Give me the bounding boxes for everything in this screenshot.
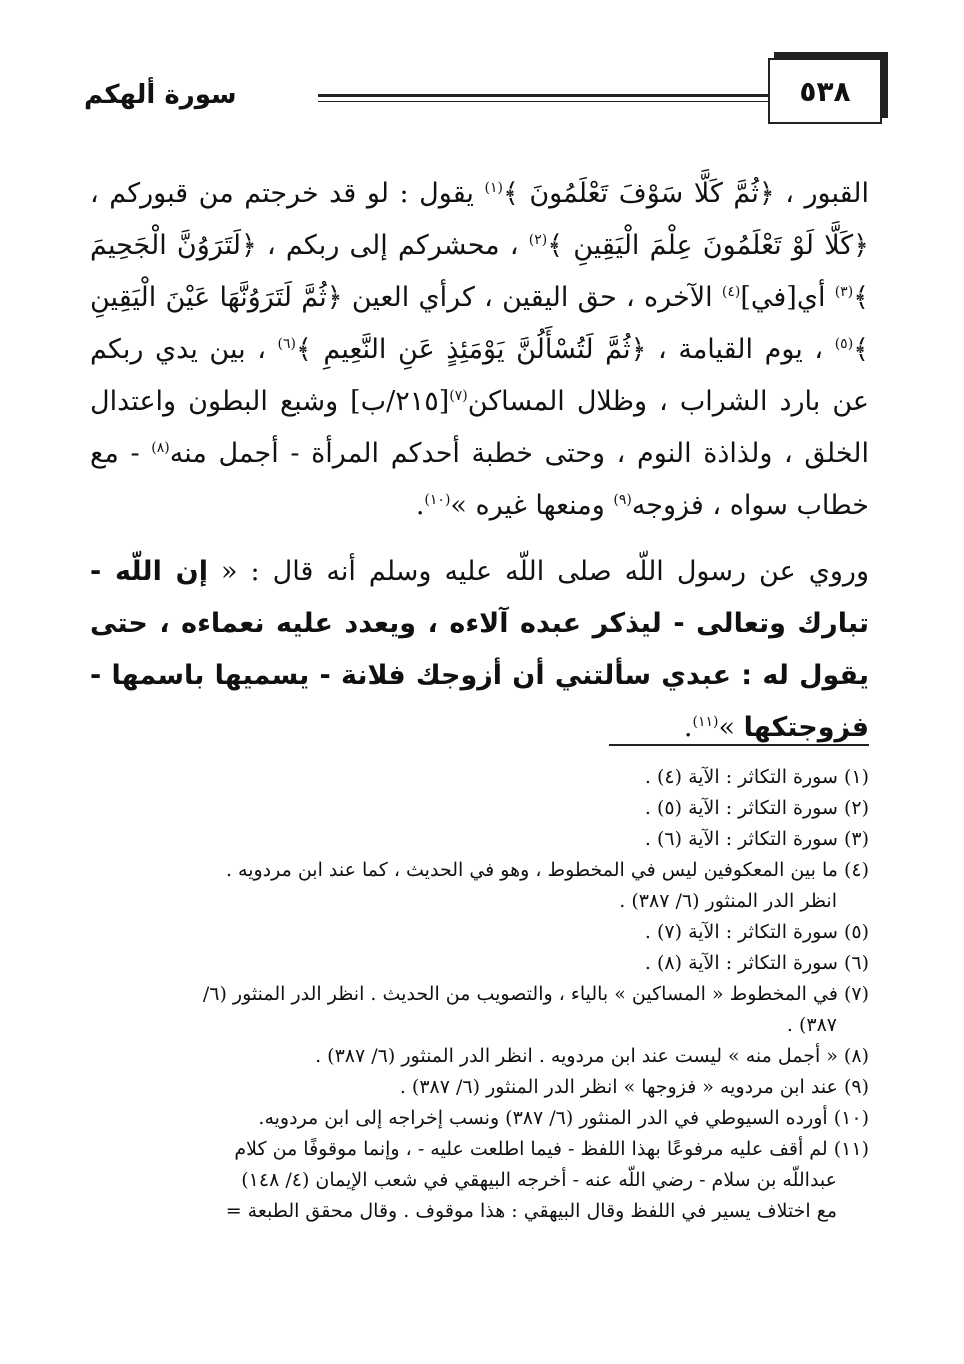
text-run: ، بين يدي ربكم عن بارد الشراب ، وظلال المساكن (90, 334, 869, 417)
footnote: (٤) ما بين المعكوفين ليس في المخطوط ، وهو في الحديث ، كما عند ابن مردويه . (225, 859, 869, 881)
footnote-ref: (١٠) (424, 492, 451, 508)
footnote-continuation: ٣٨٧) . (786, 1014, 837, 1036)
footnote-continuation: مع اختلاف يسير في اللفظ وقال البيهقي : هذا موقوف . وقال محقق الطبعة = (225, 1200, 837, 1222)
footnote-ref: (١١) (692, 714, 719, 730)
hadith-paragraph (90, 546, 869, 754)
text-run: القبور ، (774, 178, 870, 209)
text-run: ومنعها غيره » (450, 490, 614, 521)
tafsir-paragraph (90, 168, 869, 532)
footnote: (٢) سورة التكاثر : الآية (٥) . (644, 797, 869, 819)
footnote: (٥) سورة التكاثر : الآية (٧) . (644, 921, 869, 943)
footnote: (٣) سورة التكاثر : الآية (٦) . (644, 828, 869, 850)
footnote: (١٠) أورده السيوطي في الدر المنثور (٦/ ٣٨٧) ونسب إخراجه إلى ابن مردويه. (258, 1107, 869, 1129)
footnote-ref: (٦) (277, 336, 296, 352)
text-run: الآخره ، حق اليقين ، كرأي العين (342, 282, 722, 313)
footnote-ref: (١) (484, 180, 503, 196)
footnote: (٧) في المخطوط « المساكين » بالياء ، والتصويب من الحديث . انظر الدر المنثور (٦/ (202, 983, 869, 1005)
text-run: يقول : لو قد خرجتم من قبوركم ، (90, 178, 485, 209)
page-number: ٥٣٨ (768, 58, 882, 124)
footnote: (١) سورة التكاثر : الآية (٤) . (644, 766, 869, 788)
footnote-ref: (٢) (528, 232, 548, 248)
page-header (80, 58, 884, 128)
footnote-ref: (٣) (834, 284, 854, 300)
quran-verse: ﴿ثُمَّ كَلَّا سَوْفَ تَعْلَمُونَ ﴾ (502, 178, 775, 209)
header-rule (318, 94, 774, 102)
footnote: (١١) لم أقف عليه مرفوعًا بهذا اللفظ - فيما اطلعت عليه - ، وإنما موقوفًا من كلام (234, 1138, 869, 1160)
footnote-ref: (٤) (721, 284, 741, 300)
footnote-ref: (٧) (449, 388, 468, 404)
text-run: - مع خطاب سواه ، فزوجه (90, 438, 869, 521)
footnote-continuation: عبداللّه بن سلام - رضي اللّه عنه - أخرجه البيهقي في شعب الإيمان (٤/ ١٤٨) (241, 1169, 837, 1191)
footnote: (٦) سورة التكاثر : الآية (٨) . (644, 952, 869, 974)
text-run: ، محشركم إلى ربكم ، (256, 230, 529, 261)
surah-title: سورة ألهكم (84, 80, 237, 110)
text-run: » (718, 712, 744, 743)
text-run: . (415, 490, 425, 521)
quran-verse: ﴿لَتَرَوُنَّ الْجَحِيمَ ﴾ (90, 230, 869, 313)
quran-verse: ﴿ثُمَّ لَتَرَوُنَّهَا عَيْنَ الْيَقِينِ ﴾ (90, 282, 869, 365)
text-run: [٢١٥/ب] وشبع البطون واعتدال الخلق ، ولذاذة النوم ، وحتى خطبة أحدكم المرأة - أجمل منه (90, 386, 869, 469)
text-run: أي[في] (740, 282, 835, 313)
footnote: (٩) عند ابن مردويه « فزوجها » انظر الدر المنثور (٦/ ٣٨٧) . (399, 1076, 869, 1098)
text-run: وروي عن رسول اللّه صلى اللّه عليه وسلم أنه قال : « (207, 556, 869, 587)
footnote-ref: (٨) (151, 440, 170, 456)
main-text (90, 168, 869, 754)
text-run: ، يوم القيامة ، (646, 334, 835, 365)
footnotes (96, 762, 869, 1227)
footnote-ref: (٩) (613, 492, 632, 508)
footnote-ref: (٥) (834, 336, 854, 352)
hadith-text: إن اللّه - تبارك وتعالى - ليذكر عبده آلاءه ، ويعدد عليه نعماءه ، حتى يقول له : عبدي سألتني أن أزوجك فلانة - يسميها باسمها - فزوجتكها (90, 556, 869, 743)
quran-verse: ﴿كَلَّا لَوْ تَعْلَمُونَ عِلْمَ الْيَقِينِ ﴾ (547, 230, 869, 261)
footnote: (٨) « أجمل منه » ليست عند ابن مردويه . انظر الدر المنثور (٦/ ٣٨٧) . (315, 1045, 869, 1067)
quran-verse: ﴿ثُمَّ لَتُسْأَلُنَّ يَوْمَئِذٍ عَنِ النَّعِيمِ ﴾ (296, 334, 647, 365)
footnote-continuation: انظر الدر المنثور (٦/ ٣٨٧) . (619, 890, 837, 912)
text-run: . (683, 712, 693, 743)
footnote-divider (609, 744, 869, 746)
